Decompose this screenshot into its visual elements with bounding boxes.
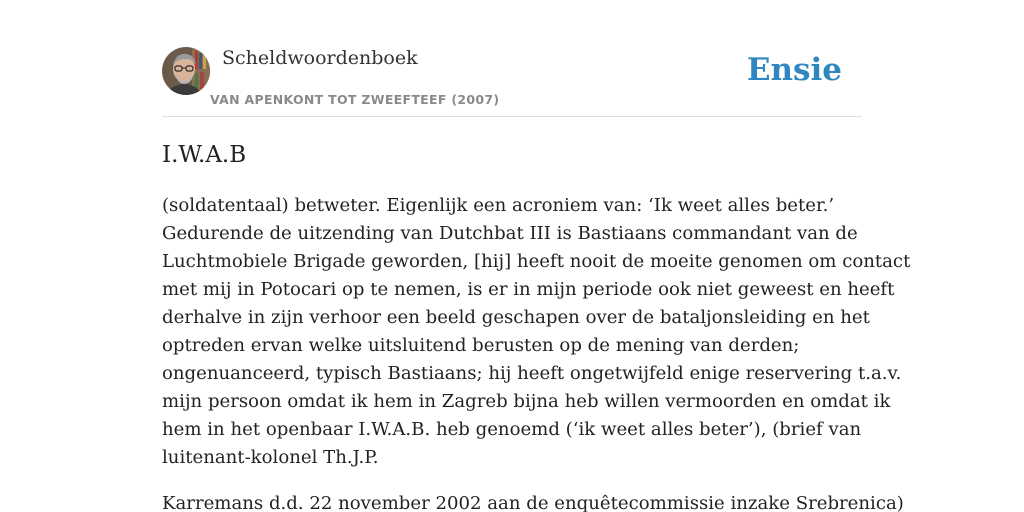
author-portrait-icon xyxy=(162,47,210,95)
text-line: met mij in Potocari op te nemen, is er in mijn periode ook niet geweest en heeft xyxy=(162,279,895,300)
author-name[interactable]: Scheldwoordenboek xyxy=(222,47,418,69)
entry-paragraph-2 xyxy=(162,490,904,512)
text-line: derhalve in zijn verhoor een beeld geschapen over de bataljonsleiding en het xyxy=(162,307,870,328)
text-line: hem in het openbaar I.W.A.B. heb genoemd (‘ik weet alles beter’), (brief van xyxy=(162,419,862,440)
book-subtitle[interactable]: VAN APENKONT TOT ZWEEFTEEF (2007) xyxy=(210,92,500,107)
entry-body xyxy=(162,192,911,512)
entry-title: I.W.A.B xyxy=(162,142,247,168)
entry-paragraph-1 xyxy=(162,192,911,472)
text-line: Karremans d.d. 22 november 2002 aan de enquêtecommissie inzake Srebrenica) xyxy=(162,493,904,512)
text-line: Gedurende de uitzending van Dutchbat III is Bastiaans commandant van de xyxy=(162,223,858,244)
text-line: ongenuanceerd, typisch Bastiaans; hij heeft ongetwijfeld enige reservering t.a.v. xyxy=(162,363,902,384)
text-line: (soldatentaal) betweter. Eigenlijk een acroniem van: ‘Ik weet alles beter.’ xyxy=(162,195,835,216)
header xyxy=(162,46,862,117)
brand-logo[interactable]: Ensie xyxy=(746,52,842,88)
author-avatar[interactable] xyxy=(162,47,210,95)
text-line: optreden ervan welke uitsluitend berusten op de mening van derden; xyxy=(162,335,800,356)
text-line: Luchtmobiele Brigade geworden, [hij] heeft nooit de moeite genomen om contact xyxy=(162,251,911,272)
text-line: luitenant-kolonel Th.J.P. xyxy=(162,447,379,468)
text-line: mijn persoon omdat ik hem in Zagreb bijna heb willen vermoorden en omdat ik xyxy=(162,391,891,412)
